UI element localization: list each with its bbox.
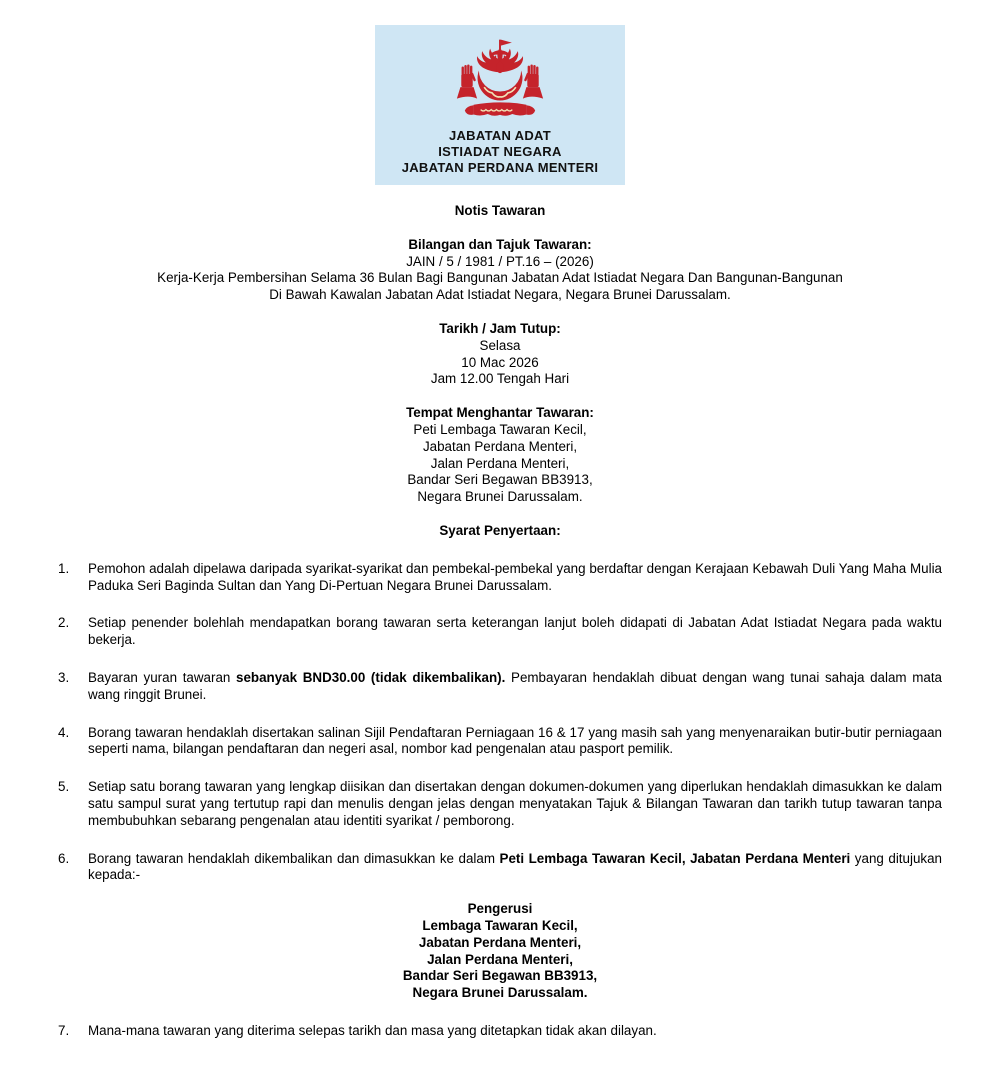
- brunei-crest-icon: [446, 37, 554, 125]
- condition-number: 6.: [58, 850, 70, 866]
- agency-header-box: [375, 25, 625, 185]
- condition-item-4: [0, 725, 1000, 759]
- crest-wing-body: [496, 61, 504, 72]
- addressee-line2: Lembaga Tawaran Kecil,: [422, 917, 578, 933]
- closing-section: [0, 321, 1000, 388]
- condition-item-3: [0, 670, 1000, 704]
- condition-number: 5.: [58, 779, 70, 795]
- ref-number: JAIN / 5 / 1981 / PT.16 – (2026): [406, 253, 594, 269]
- page-title: Notis Tawaran: [454, 203, 546, 218]
- condition-text: Setiap penender bolehlah mendapatkan borang tawaran serta keterangan lanjut boleh didapati di Jabatan Adat Istiadat Negara pada waktu bekerja.: [88, 615, 942, 648]
- addressee-line3: Jabatan Perdana Menteri,: [418, 934, 582, 950]
- condition-text: Setiap satu borang tawaran yang lengkap diisikan dan disertakan dengan dokumen-dokumen yang diperlukan hendaklah dimasukkan ke dalam satu sampul surat yang tertutup rapi dan menulis dengan jelas dengan menyatakan Tajuk & Bilangan Tawaran dan tarikh tutup tawaran tanpa membubuhkan sebarang pengenalan atau identiti syarikat / pemborong.: [88, 779, 942, 828]
- condition-text: Pemohon adalah dipelawa daripada syarikat-syarikat dan pembekal-pembekal yang berdaftar dengan Kerajaan Kebawah Duli Yang Maha Mulia Paduka Seri Baginda Sultan dan Yang Di-Pertuan Negara Brunei Darussalam.: [88, 560, 942, 593]
- closing-time: Jam 12.00 Tengah Hari: [430, 371, 570, 387]
- condition-text: Bayaran yuran tawaran sebanyak BND30.00 (tidak dikembalikan). Pembayaran hendaklah dibuat dengan wang tunai sahaja dalam mata wang ringgit Brunei.: [88, 669, 943, 702]
- condition-number: 7.: [58, 1022, 70, 1038]
- condition-item-1: [0, 561, 1000, 595]
- crest-crescent: [478, 70, 523, 100]
- condition-item-6: [0, 851, 1000, 885]
- crest-scroll: [474, 102, 527, 115]
- addressee-line5: Bandar Seri Begawan BB3913,: [402, 968, 598, 984]
- condition-bold-segment: Peti Lembaga Tawaran Kecil, Jabatan Perdana Menteri: [499, 850, 851, 866]
- submit-heading: Tempat Menghantar Tawaran:: [406, 405, 594, 421]
- condition-text: Borang tawaran hendaklah dikembalikan dan dimasukkan ke dalam Peti Lembaga Tawaran Kecil, Jabatan Perdana Menteri yang ditujukan kepada:-: [88, 850, 942, 883]
- ref-description-line2: Di Bawah Kawalan Jabatan Adat Istiadat Negara, Negara Brunei Darussalam.: [269, 287, 731, 303]
- submit-line4: Bandar Seri Begawan BB3913,: [407, 472, 593, 488]
- condition-text: Borang tawaran hendaklah disertakan salinan Sijil Pendaftaran Perniagaan 16 & 17 yang masih sah yang menyenaraikan butir-butir perniagaan seperti nama, bilangan pendaftaran dan negeri asal, nombor kad pengenalan atau pasport pemilik.: [88, 724, 942, 757]
- condition-number: 3.: [58, 669, 70, 685]
- crest-hand: [457, 64, 477, 98]
- condition-item-2: [0, 615, 1000, 649]
- condition-number: 1.: [58, 560, 70, 576]
- condition-item-7: [0, 1023, 1000, 1040]
- ref-heading: Bilangan dan Tajuk Tawaran:: [408, 236, 592, 252]
- closing-date: 10 Mac 2026: [461, 354, 539, 370]
- submit-line2: Jabatan Perdana Menteri,: [422, 438, 578, 454]
- agency-name: [402, 128, 599, 176]
- condition-number: 4.: [58, 724, 70, 740]
- addressee-line6: Negara Brunei Darussalam.: [412, 985, 588, 1001]
- closing-day: Selasa: [479, 337, 521, 353]
- agency-name-line2: ISTIADAT NEGARA: [438, 143, 562, 159]
- reference-section: [0, 237, 1000, 304]
- addressee-block: [0, 901, 1000, 1002]
- condition-bold-segment: sebanyak BND30.00 (tidak dikembalikan).: [236, 669, 506, 685]
- crest-scroll-curl-right: [526, 105, 535, 115]
- submission-section: [0, 405, 1000, 506]
- crest-scroll-curl-left: [465, 105, 474, 115]
- condition-text: Mana-mana tawaran yang diterima selepas tarikh dan masa yang ditetapkan tidak akan dilayan.: [88, 1022, 657, 1038]
- condition-number: 2.: [58, 615, 70, 631]
- agency-name-line1: JABATAN ADAT: [448, 127, 552, 143]
- closing-heading: Tarikh / Jam Tutup:: [439, 320, 561, 336]
- conditions-list: [0, 561, 1000, 1040]
- submit-line1: Peti Lembaga Tawaran Kecil,: [413, 421, 587, 437]
- conditions-heading: Syarat Penyertaan:: [439, 522, 561, 538]
- crest-flag: [501, 39, 512, 45]
- addressee-line1: Pengerusi: [467, 901, 533, 917]
- ref-description-line1: Kerja-Kerja Pembersihan Selama 36 Bulan Bagi Bangunan Jabatan Adat Istiadat Negara Dan Bangunan-Bangunan: [157, 270, 843, 286]
- tender-notice-document: [0, 25, 1000, 1040]
- agency-name-line3: JABATAN PERDANA MENTERI: [401, 159, 599, 175]
- submit-line5: Negara Brunei Darussalam.: [417, 489, 583, 505]
- condition-item-5: [0, 779, 1000, 829]
- addressee-line4: Jalan Perdana Menteri,: [427, 951, 573, 967]
- submit-line3: Jalan Perdana Menteri,: [430, 455, 570, 471]
